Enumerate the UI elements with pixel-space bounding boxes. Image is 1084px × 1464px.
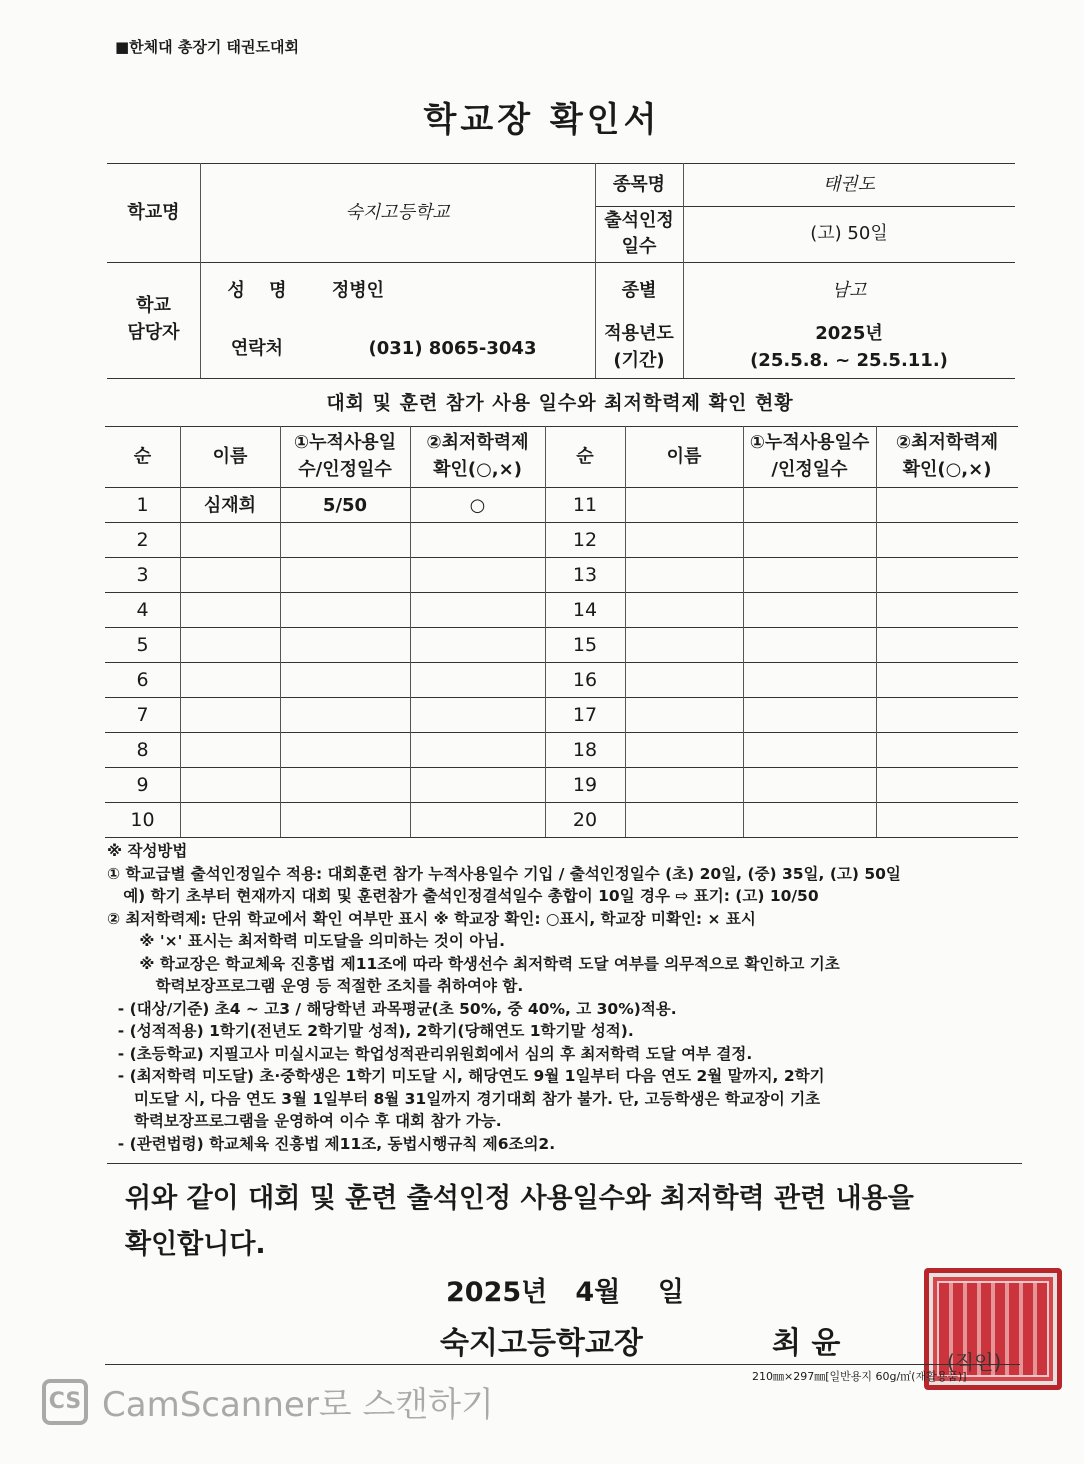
table-right-row-no: 19	[572, 774, 598, 797]
table-right-row-no: 17	[572, 704, 598, 727]
table-left-row-days	[280, 698, 410, 733]
table-right-row-days	[743, 698, 876, 733]
table-left-row-name	[180, 733, 280, 768]
table-right-row-check	[876, 803, 1018, 838]
table-right-row-no: 20	[572, 809, 598, 832]
guide-line: - (대상/기준) 초4 ~ 고3 / 해당학년 과목평균(초 50%, 중 40%, 고 30%)적용.	[107, 999, 677, 1018]
table-right-row-days	[743, 558, 876, 593]
table-right-row-name	[625, 698, 743, 733]
header-days-right-2: /인정일수	[771, 458, 848, 480]
table-right-row-no: 18	[572, 739, 598, 762]
year-value-2: (25.5.8. ~ 25.5.11.)	[750, 350, 948, 372]
table-left-row-check	[410, 558, 545, 593]
table-right-row-name	[625, 733, 743, 768]
header-days-left-2: 수/인정일수	[298, 458, 392, 480]
table-right-row-no: 14	[572, 599, 598, 622]
paper-spec: 210㎜×297㎜[일반용지 60g/㎡(재활용품)]	[752, 1370, 967, 1383]
table-right-row-days	[743, 768, 876, 803]
table-left-row-no: 7	[136, 704, 149, 727]
header-name-left: 이름	[212, 446, 248, 468]
guide-line: 학력보장프로그램을 운영하여 이수 후 대회 참가 가능.	[107, 1112, 502, 1130]
category-label: 종별	[621, 280, 657, 302]
table-left-row-name	[180, 768, 280, 803]
table-left-row-name	[180, 523, 280, 558]
header-days-right-1: ①누적사용일수	[749, 431, 870, 453]
sport-value: 태권도	[822, 174, 876, 196]
table-right-row-days	[743, 733, 876, 768]
contact-label: 연락처	[230, 338, 284, 360]
seal-label: (직인)	[947, 1350, 1002, 1374]
header-name-right: 이름	[666, 446, 702, 468]
table-left-row-check: ○	[469, 494, 486, 516]
header-tag: ■한체대 총장기 태권도대회	[115, 38, 300, 56]
table-right-row-no: 13	[572, 564, 598, 587]
guide-line: ※ 작성방법	[107, 842, 188, 860]
table-right-row-days	[743, 628, 876, 663]
table-left-row-days	[280, 663, 410, 698]
table-right-row-name	[625, 593, 743, 628]
footer-border	[105, 1364, 1020, 1365]
table-right-row-no: 15	[572, 634, 598, 657]
page-title: 학교장 확인서	[423, 100, 661, 140]
table-left-row-days	[280, 523, 410, 558]
table-right-row-days	[743, 488, 876, 523]
name-value: 정병인	[331, 280, 385, 302]
table-left-row-days	[280, 768, 410, 803]
guide-line: 예) 학기 초부터 현재까지 대회 및 훈련참가 출석인정결석일수 총합이 10일 경우 ⇨ 표기: (고) 10/50	[107, 887, 819, 905]
guide-line: ② 최저학력제: 단위 학교에서 확인 여부만 표시 ※ 학교장 확인: ○표시, 학교장 미확인: × 표시	[107, 909, 756, 928]
contact-value: (031) 8065-3043	[368, 338, 537, 360]
table-left-row-no: 3	[136, 564, 149, 587]
table-right-row-name	[625, 803, 743, 838]
table-right-row-check	[876, 733, 1018, 768]
school-label: 학교명	[127, 202, 180, 224]
guide-line: - (최저학력 미도달) 초·중학생은 1학기 미도달 시, 해당연도 9월 1일부터 다음 연도 2월 말까지, 2학기	[107, 1067, 825, 1085]
table-left-row-check	[410, 523, 545, 558]
table-left-row-name: 심재희	[203, 494, 257, 516]
guide-line: ※ 학교장은 학교체육 진흥법 제11조에 따라 학생선수 최저학력 도달 여부를 의무적으로 확인하고 기초	[107, 954, 840, 973]
table-left-row-days	[280, 628, 410, 663]
attendance-label-1: 출석인정	[604, 209, 674, 231]
table-left-row-check	[410, 593, 545, 628]
table-right-row-check	[876, 593, 1018, 628]
table-right-row-no: 12	[572, 529, 598, 552]
info-top-border	[107, 163, 1015, 164]
table-right-row-check	[876, 663, 1018, 698]
camscanner-logo-icon: CS	[42, 1379, 88, 1425]
year-label-2: (기간)	[613, 350, 665, 372]
info-divider	[107, 378, 1015, 379]
table-left-row-no: 6	[136, 669, 149, 692]
table-left-row-name	[180, 628, 280, 663]
attendance-value: (고) 50일	[810, 223, 888, 245]
table-right-row-check	[876, 698, 1018, 733]
header-days-left-1: ①누적사용일	[293, 431, 397, 453]
table-left-row-days: 5/50	[322, 494, 368, 516]
guide-line: ※ '×' 표시는 최저학력 미도달을 의미하는 것이 아님.	[107, 932, 506, 950]
year-value-1: 2025년	[815, 323, 883, 345]
guide-line: 학력보장프로그램 운영 등 적절한 조치를 취하여야 함.	[107, 977, 524, 995]
table-left-row-check	[410, 733, 545, 768]
name-label: 성 명	[227, 280, 287, 302]
table-right-row-check	[876, 768, 1018, 803]
header-check-right-2: 확인(○,×)	[902, 458, 992, 480]
guide-line: 미도달 시, 다음 연도 3월 1일부터 8월 31일까지 경기대회 참가 불가. 단, 고등학생은 학교장이 기초	[107, 1089, 821, 1108]
table-right-row-check	[876, 523, 1018, 558]
table-left-row-no: 4	[136, 599, 149, 622]
header-no-left: 순	[133, 446, 152, 468]
table-left-row-name	[180, 663, 280, 698]
category-value: 남고	[831, 280, 867, 302]
table-left-row-name	[180, 698, 280, 733]
notes-bottom-border	[107, 1163, 1022, 1164]
table-left-row-no: 1	[136, 494, 149, 517]
table-left-row-check	[410, 768, 545, 803]
table-left-row-check	[410, 803, 545, 838]
confirmation-statement	[125, 1176, 1025, 1268]
school-value: 숙지고등학교	[345, 202, 450, 224]
header-check-left-1: ②최저학력제	[426, 431, 529, 453]
camscanner-watermark	[42, 1377, 494, 1426]
table-right-row-check	[876, 488, 1018, 523]
table-left-row-name	[180, 558, 280, 593]
table-left-row-days	[280, 593, 410, 628]
table-right-row-days	[743, 803, 876, 838]
table-right-row-name	[625, 488, 743, 523]
table-right-row-name	[625, 768, 743, 803]
guide-line: - (성적적용) 1학기(전년도 2학기말 성적), 2학기(당해연도 1학기말 성적).	[107, 1022, 634, 1040]
table-left-row-no: 10	[130, 809, 155, 832]
table-right-row-days	[743, 593, 876, 628]
signature-date: 2025년 4월 일	[446, 1277, 684, 1308]
watermark-text: CamScanner로 스캔하기	[102, 1385, 494, 1425]
table-left-row-no: 5	[136, 634, 149, 657]
table-right-row-no: 11	[572, 494, 598, 517]
guide-line: - (관련법령) 학교체육 진흥법 제11조, 동법시행규칙 제6조의2.	[107, 1134, 556, 1153]
confirmation-line-2: 확인합니다.	[125, 1229, 266, 1260]
header-check-right-1: ②최저학력제	[895, 431, 999, 453]
signer-title: 숙지고등학교장	[440, 1326, 643, 1361]
manager-label-2: 담당자	[127, 322, 180, 344]
header-check-left-2: 확인(○,×)	[433, 458, 522, 480]
table-right-row-days	[743, 523, 876, 558]
table-right-row-name	[625, 523, 743, 558]
table-right-row-name	[625, 628, 743, 663]
manager-label-1: 학교	[136, 295, 171, 317]
table-left-row-days	[280, 558, 410, 593]
table-left-row-no: 8	[136, 739, 149, 762]
table-left-row-check	[410, 628, 545, 663]
sport-label: 종목명	[612, 174, 666, 196]
table-left-row-days	[280, 803, 410, 838]
guide-line: ① 학교급별 출석인정일수 적용: 대회훈련 참가 누적사용일수 기입 / 출석인정일수 (초) 20일, (중) 35일, (고) 50일	[107, 864, 901, 883]
attendance-label-2: 일수	[621, 235, 657, 257]
table-left-row-check	[410, 663, 545, 698]
table-right-row-name	[625, 663, 743, 698]
table-left-row-days	[280, 733, 410, 768]
header-no-right: 순	[576, 446, 594, 468]
table-top-border	[105, 426, 1018, 427]
section-title: 대회 및 훈련 참가 사용 일수와 최저학력제 확인 현황	[326, 392, 794, 414]
table-right-row-check	[876, 558, 1018, 593]
table-right-row-no: 16	[572, 669, 598, 692]
info-divider	[107, 262, 1015, 263]
table-left-row-name	[180, 803, 280, 838]
table-right-row-days	[743, 663, 876, 698]
table-right-row-check	[876, 628, 1018, 663]
year-label-1: 적용년도	[604, 323, 674, 345]
table-left-row-check	[410, 698, 545, 733]
table-right-row-name	[625, 558, 743, 593]
table-left-row-no: 9	[136, 774, 149, 797]
table-left-row-name	[180, 593, 280, 628]
signer-name: 최 윤	[772, 1326, 841, 1361]
writing-guide	[107, 840, 1027, 1155]
confirmation-line-1: 위와 같이 대회 및 훈련 출석인정 사용일수와 최저학력 관련 내용을	[125, 1183, 914, 1214]
table-left-row-no: 2	[136, 529, 149, 552]
guide-line: - (초등학교) 지필고사 미실시교는 학업성적관리위원회에서 심의 후 최저학력 도달 여부 결정.	[107, 1044, 753, 1063]
